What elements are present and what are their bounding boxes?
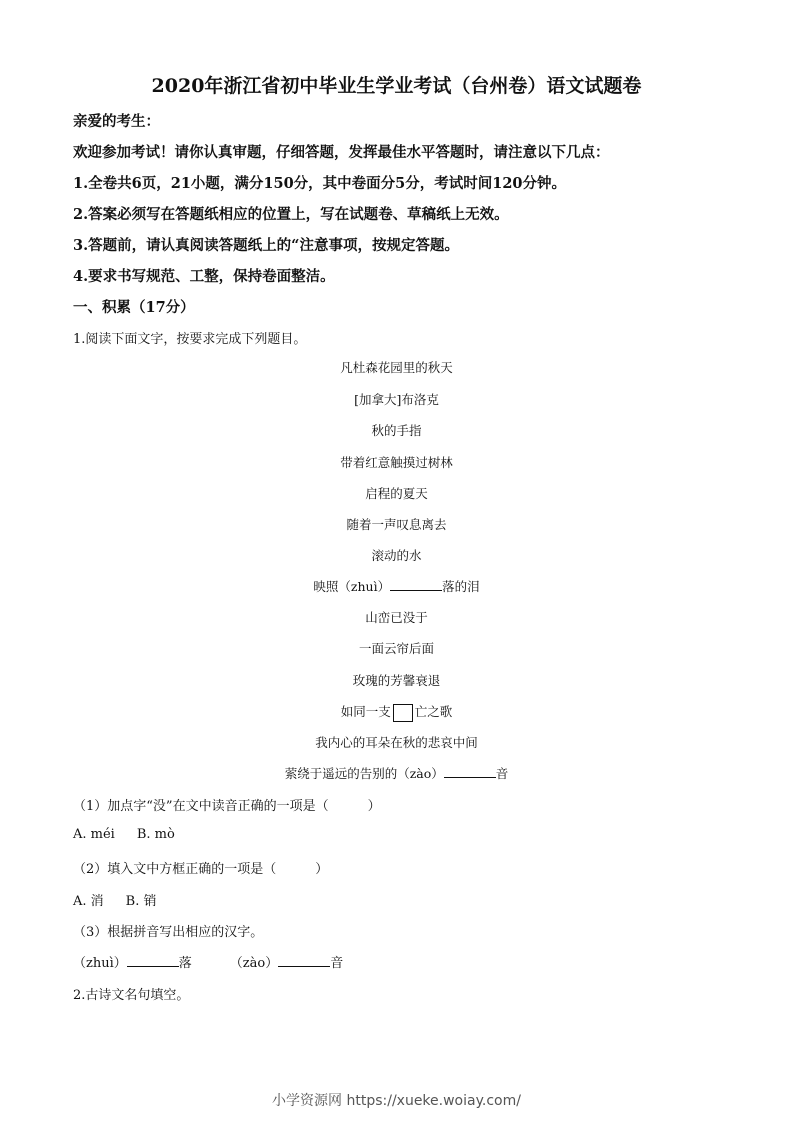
section-heading: 一、积累（17分） bbox=[73, 299, 195, 316]
poem-line bbox=[0, 702, 793, 722]
pinyin: （zhuì） bbox=[73, 956, 127, 971]
poem-line: 秋的手指 bbox=[371, 423, 422, 438]
poem-line: 山峦已没于 bbox=[365, 610, 428, 625]
note-4: 4.要求书写规范、工整，保持卷面整洁。 bbox=[73, 268, 335, 285]
page-title: 2020年浙江省初中毕业生学业考试（台州卷）语文试题卷 bbox=[151, 75, 642, 97]
poem-text: 落的泪 bbox=[442, 579, 480, 594]
poem-line: 一面云帘后面 bbox=[358, 641, 434, 656]
sub3-answers bbox=[73, 952, 343, 971]
fill-blank bbox=[390, 578, 442, 591]
sub-question-2: （2）填入文中方框正确的一项是（ ） bbox=[73, 862, 329, 877]
poem-text: 萦绕于遥远的告别的（zào） bbox=[284, 766, 444, 781]
note-2: 2.答案必须写在答题纸相应的位置上，写在试题卷、草稿纸上无效。 bbox=[73, 206, 509, 223]
footer-watermark: 小学资源网 https://xueke.woiay.com/ bbox=[272, 1093, 521, 1109]
poem-text: 映照（zhuì） bbox=[313, 579, 391, 594]
poem-line bbox=[0, 577, 793, 595]
poem-line: 滚动的水 bbox=[371, 548, 422, 563]
sub1-options bbox=[73, 827, 175, 842]
greeting: 亲爱的考生： bbox=[73, 113, 160, 130]
poem-line: 带着红意触摸过树林 bbox=[340, 455, 453, 470]
intro: 欢迎参加考试！请你认真审题，仔细答题，发挥最佳水平答题时，请注意以下几点： bbox=[73, 144, 610, 161]
poem-line: [加拿大]布洛克 bbox=[354, 392, 439, 407]
pinyin: （zào） bbox=[229, 956, 279, 971]
poem-line: 凡杜森花园里的秋天 bbox=[340, 360, 453, 375]
poem-line: 玫瑰的芳馨衰退 bbox=[352, 673, 441, 688]
option-a: A. 消 bbox=[73, 894, 104, 909]
note-1: 1.全卷共6页，21小题，满分150分，其中卷面分5分，考试时间120分钟。 bbox=[73, 175, 567, 192]
poem-line: 启程的夏天 bbox=[365, 486, 428, 501]
note-3: 3.答题前，请认真阅读答题纸上的“注意事项，按规定答题。 bbox=[73, 237, 459, 254]
question-2: 2.古诗文名句填空。 bbox=[73, 988, 190, 1003]
char: 落 bbox=[178, 956, 192, 971]
sub-question-1: （1）加点字“没”在文中读音正确的一项是（ ） bbox=[73, 799, 381, 814]
poem-line: 我内心的耳朵在秋的悲哀中间 bbox=[315, 735, 478, 750]
option-b: B. 销 bbox=[125, 894, 157, 909]
poem-line bbox=[0, 764, 793, 782]
poem-text: 如同一支 bbox=[340, 704, 391, 719]
fill-blank bbox=[278, 954, 330, 967]
fill-box bbox=[393, 704, 413, 722]
poem-text: 音 bbox=[495, 766, 509, 781]
option-a: A. méi bbox=[73, 827, 115, 842]
sub2-options bbox=[73, 890, 156, 909]
fill-blank bbox=[444, 765, 496, 778]
char: 音 bbox=[330, 956, 344, 971]
sub-question-3: （3）根据拼音写出相应的汉字。 bbox=[73, 925, 264, 940]
question-1: 1.阅读下面文字，按要求完成下列题目。 bbox=[73, 332, 307, 347]
poem-text: 亡之歌 bbox=[414, 704, 453, 719]
option-b: B. mò bbox=[136, 827, 175, 842]
fill-blank bbox=[127, 954, 179, 967]
poem-line: 随着一声叹息离去 bbox=[346, 517, 447, 532]
